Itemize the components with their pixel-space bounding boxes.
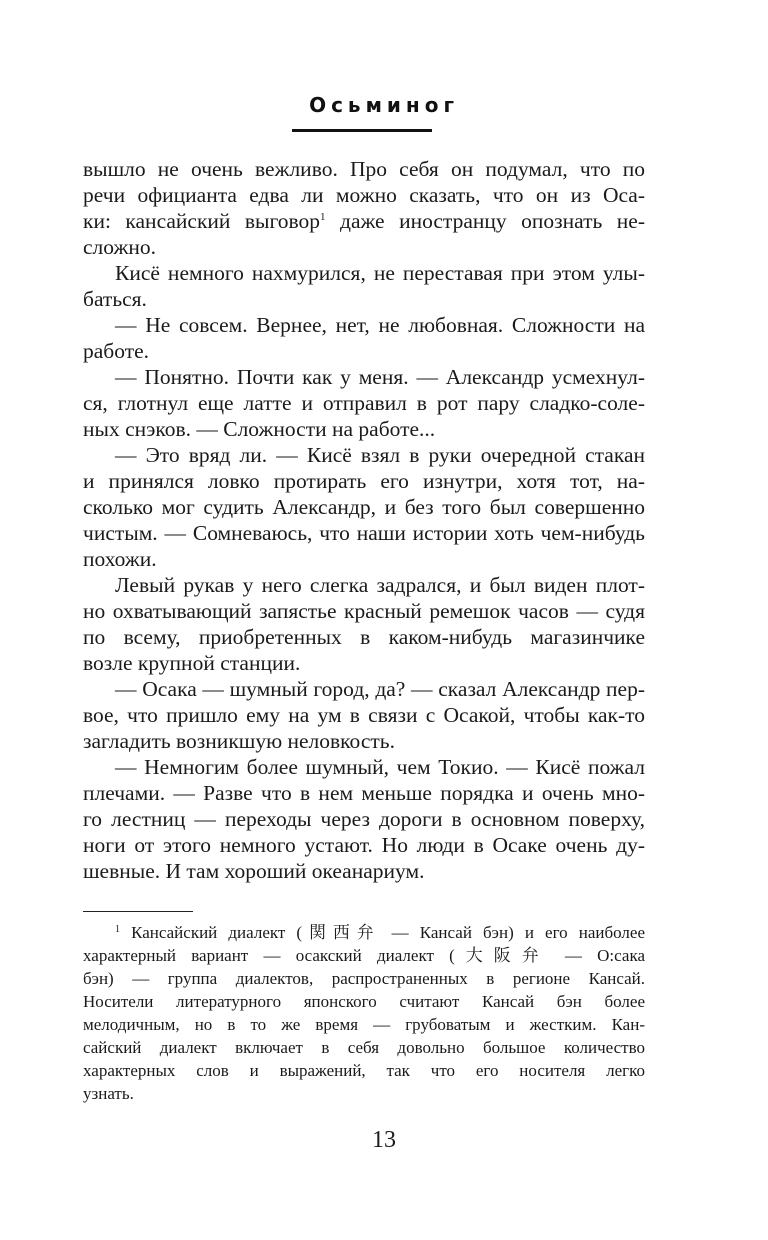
text-line: плечами. — Разве что в нем меньше порядка и очень мно- xyxy=(83,781,645,805)
text-line: и принялся ловко протирать его изнутри, хотя тот, на- xyxy=(83,469,645,493)
text-line: ноги от этого немного устают. Но люди в Осаке очень ду- xyxy=(83,833,645,857)
text-line xyxy=(83,208,645,234)
running-title: Осьминог xyxy=(309,93,459,117)
footnote-line: характерный вариант — осакский диалект (大阪弁 — О:сака xyxy=(83,946,645,965)
text-line: ся, глотнул еще латте и отправил в рот пару сладко-соле- xyxy=(83,391,645,415)
text-line: речи официанта едва ли можно сказать, что он из Оса- xyxy=(83,183,645,207)
footnote-separator xyxy=(83,911,193,912)
text-line: го лестниц — переходы через дороги в основном поверху, xyxy=(83,807,645,831)
text-line: вое, что пришло ему на ум в связи с Осакой, чтобы как-то xyxy=(83,703,645,727)
text-line: похожи. xyxy=(83,547,157,571)
text-line: работе. xyxy=(83,339,150,363)
title-underline xyxy=(292,129,432,132)
text-line: — Немногим более шумный, чем Токио. — Кисё пожал xyxy=(115,755,645,779)
text-line: возле крупной станции. xyxy=(83,651,301,675)
footnote-line xyxy=(83,921,645,944)
text-line: баться. xyxy=(83,287,147,311)
text-line: по всему, приобретенных в каком-нибудь магазинчике xyxy=(83,625,645,649)
footnote-line: узнать. xyxy=(83,1084,134,1103)
text-line: но охватывающий запястье красный ремешок часов — судя xyxy=(83,599,645,623)
text-line: вышло не очень вежливо. Про себя он подумал, что по xyxy=(83,157,645,181)
text-line: Кисё немного нахмурился, не переставая при этом улы- xyxy=(115,261,645,285)
text-line: сложно. xyxy=(83,235,156,259)
text-line: ных снэков. — Сложности на работе... xyxy=(83,417,436,441)
text-fragment: даже иностранцу опознать не- xyxy=(325,209,645,233)
footnote-reference[interactable]: 1 xyxy=(320,211,326,223)
footnote-line: бэн) — группа диалектов, распространенных в регионе Кансай. xyxy=(83,969,645,988)
footnote-line: сайский диалект включает в себя довольно большое количество xyxy=(83,1038,645,1057)
footnote-marker: 1 xyxy=(115,924,120,935)
text-line: загладить возникшую неловкость. xyxy=(83,729,395,753)
page-number: 13 xyxy=(372,1127,396,1153)
main-text xyxy=(83,156,645,884)
text-line: — Это вряд ли. — Кисё взял в руки очередной стакан xyxy=(115,443,645,467)
text-fragment: ки: кансайский выговор xyxy=(83,209,321,233)
footnote-line: мелодичным, но в то же время — грубоватым и жестким. Кан- xyxy=(83,1015,645,1034)
text-line: — Осака — шумный город, да? — сказал Александр пер- xyxy=(115,677,645,701)
footnote-line: характерных слов и выражений, так что его носителя легко xyxy=(83,1061,645,1080)
footnote-line: Носители литературного японского считают Кансай бэн более xyxy=(83,992,645,1011)
text-line: Левый рукав у него слегка задрался, и был виден плот- xyxy=(115,573,645,597)
text-line: чистым. — Сомневаюсь, что наши истории хоть чем-нибудь xyxy=(83,521,645,545)
text-line: сколько мог судить Александр, и без того был совершенно xyxy=(83,495,645,519)
text-line: шевные. И там хороший океанариум. xyxy=(83,859,425,883)
text-line: — Не совсем. Вернее, нет, не любовная. Сложности на xyxy=(115,313,645,337)
text-fragment: Кансайский диалект (関西弁 — Кансай бэн) и его наиболее xyxy=(131,923,646,942)
footnote xyxy=(83,921,645,1105)
text-line: — Понятно. Почти как у меня. — Александр усмехнул- xyxy=(115,365,645,389)
